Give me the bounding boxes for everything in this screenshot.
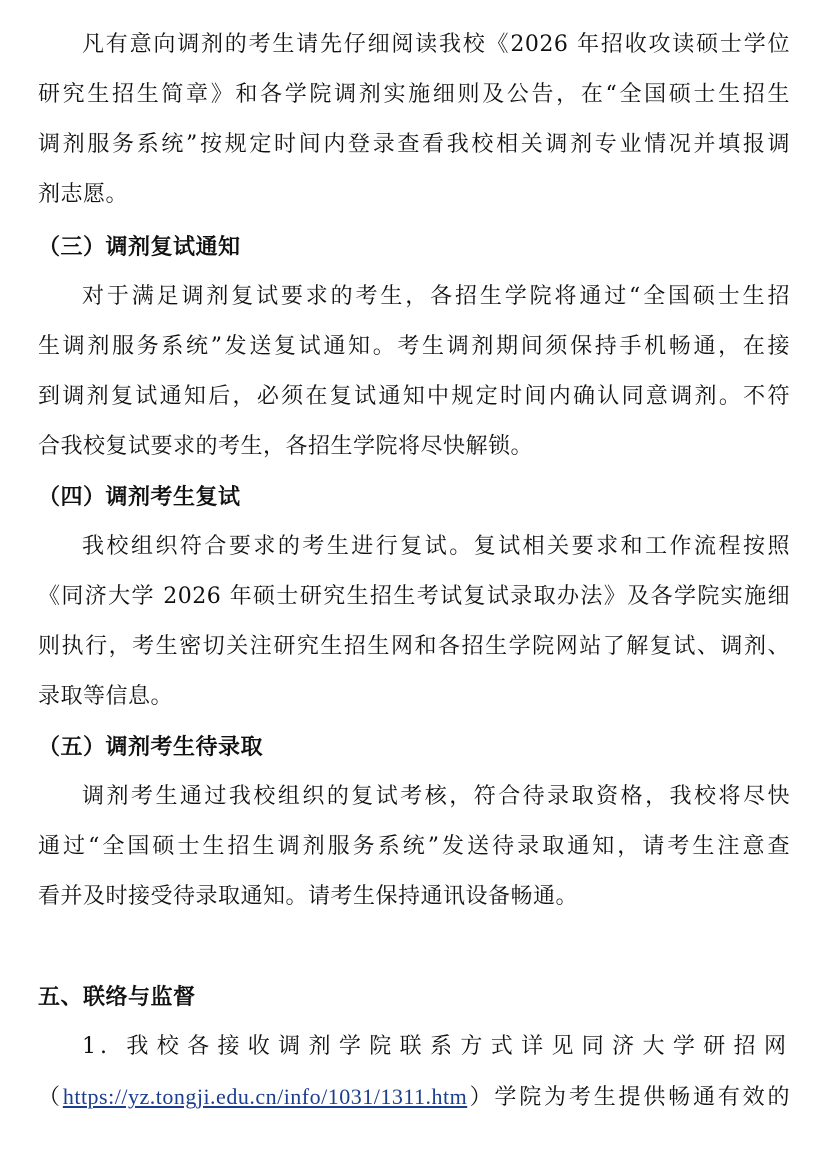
text-line: 通过“全国硕士生招生调剂服务系统”发送待录取通知，请考生注意查 bbox=[38, 834, 790, 859]
text-line: 看并及时接受待录取通知。请考生保持通讯设备畅通。 bbox=[38, 884, 579, 909]
text-line: 生调剂服务系统”发送复试通知。考生调剂期间须保持手机畅通，在接 bbox=[38, 334, 790, 359]
paragraph-retest-notice bbox=[38, 272, 790, 472]
text-line bbox=[38, 1072, 790, 1123]
paragraph-candidate-retest bbox=[38, 522, 790, 722]
subheading-pending-admission: （五）调剂考生待录取 bbox=[38, 734, 264, 760]
section-heading-contact: 五、联络与监督 bbox=[38, 984, 196, 1010]
text-line: 调剂服务系统”按规定时间内登录查看我校相关调剂专业情况并填报调 bbox=[38, 132, 790, 157]
text-line: 调剂考生通过我校组织的复试考核，符合待录取资格，我校将尽快 bbox=[82, 784, 790, 809]
text-line: 录取等信息。 bbox=[38, 684, 174, 709]
text-line: 《同济大学 2026 年硕士研究生招生考试复试录取办法》及各学院实施细 bbox=[38, 584, 790, 609]
text-line: 研究生招生简章》和各学院调剂实施细则及公告，在“全国硕士生招生 bbox=[38, 82, 790, 107]
yz-tongji-link[interactable]: https://yz.tongji.edu.cn/info/1031/1311.htm bbox=[62, 1084, 468, 1109]
text-line: 则执行，考生密切关注研究生招生网和各招生学院网站了解复试、调剂、 bbox=[38, 634, 790, 659]
open-paren: （ bbox=[38, 1085, 63, 1110]
paragraph-adjustment-application bbox=[38, 20, 790, 220]
paragraph-pending-admission bbox=[38, 772, 790, 922]
text-line: 凡有意向调剂的考生请先仔细阅读我校《2026 年招收攻读硕士学位 bbox=[82, 32, 790, 57]
subheading-candidate-retest: （四）调剂考生复试 bbox=[38, 484, 241, 510]
link-trailing-text: ）学院为考生提供畅通有效的 bbox=[467, 1085, 790, 1110]
subheading-retest-notice: （三）调剂复试通知 bbox=[38, 234, 241, 260]
paragraph-contact bbox=[38, 1022, 790, 1123]
text-line: 合我校复试要求的考生，各招生学院将尽快解锁。 bbox=[38, 434, 534, 459]
text-line: 到调剂复试通知后，必须在复试通知中规定时间内确认同意调剂。不符 bbox=[38, 384, 790, 409]
text-line: 剂志愿。 bbox=[38, 182, 129, 207]
text-line: 对于满足调剂复试要求的考生，各招生学院将通过“全国硕士生招 bbox=[82, 284, 790, 309]
text-line: 我校组织符合要求的考生进行复试。复试相关要求和工作流程按照 bbox=[82, 534, 790, 559]
text-line: 1. 我校各接收调剂学院联系方式详见同济大学研招网 bbox=[82, 1034, 790, 1059]
